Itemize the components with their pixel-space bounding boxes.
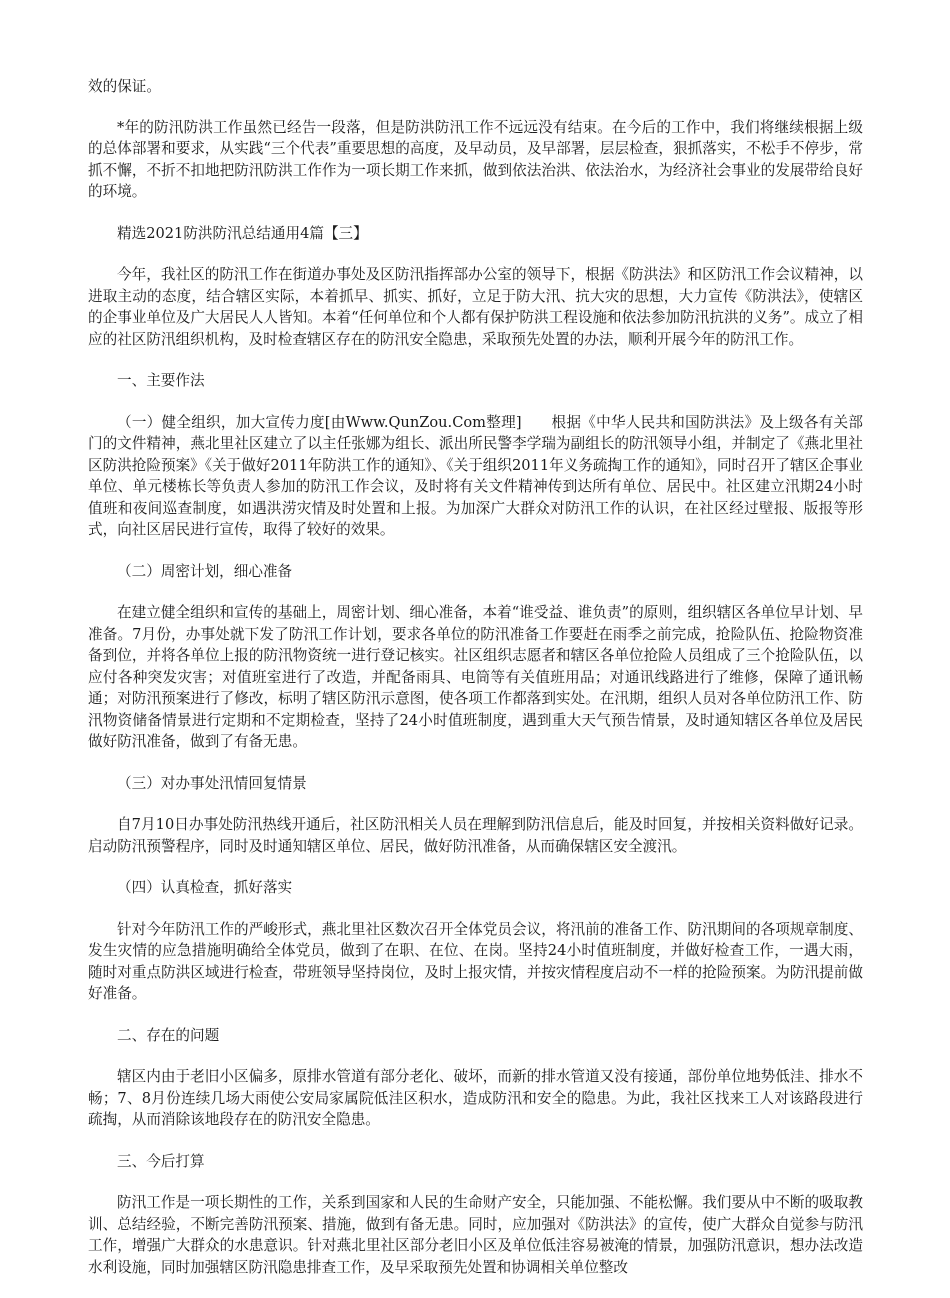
section-title: 精选2021防洪防汛总结通用4篇【三】 xyxy=(117,224,368,242)
document-page xyxy=(88,76,863,1298)
paragraph-future-plans: 防汛工作是一项长期性的工作，关系到国家和人民的生命财产安全，只能加强、不能松懈。我们要从中不断的吸取教训、总结经验，不断完善防汛预案、措施，做到有备无患。同时，应加强对《防洪法》的宣传，使广大群众自觉参与防汛工作，增强广大群众的水患意识。针对燕北里社区部分老旧小区及单位低洼容易被淹的情景，加强防汛意识，想办法改造水利设施，同时加强辖区防汛隐患排查工作，及早采取预先处置和协调相关单位整改 xyxy=(88,1194,863,1276)
paragraph-problems: 辖区内由于老旧小区偏多，原排水管道有部分老化、破坏，而新的排水管道又没有接通，部份单位地势低洼、排水不畅；7、8月份连续几场大雨使公安局家属院低洼区积水，造成防汛和安全的隐患。为此，我社区找来工人对该路段进行疏掏，从而消除该地段存在的防汛安全隐患。 xyxy=(88,1068,863,1128)
paragraph-planning: 在建立健全组织和宣传的基础上，周密计划、细心准备，本着“谁受益、谁负责”的原则，组织辖区各单位早计划、早准备。7月份，办事处就下发了防汛工作计划，要求各单位的防汛准备工作要赶在雨季之前完成，抢险队伍、抢险物资准备到位，并将各单位上报的防汛物资统一进行登记核实。社区组织志愿者和辖区各单位抢险人员组成了三个抢险队伍，以应付各种突发灾害；对值班室进行了改造，并配备雨具、电筒等有关值班用品；对通讯线路进行了维修，保障了通讯畅通；对防汛预案进行了修改，标明了辖区防汛示意图，使各项工作都落到实处。在汛期，组织人员对各单位防汛工作、防汛物资储备情景进行定期和不定期检查，坚持了24小时值班制度，遇到重大天气预告情景，及时通知辖区各单位及居民做好防汛准备，做到了有备无患。 xyxy=(88,604,863,750)
heading-response: （三）对办事处汛情回复情景 xyxy=(117,774,307,792)
heading-future-plans: 三、今后打算 xyxy=(117,1152,205,1170)
heading-planning: （二）周密计划，细心准备 xyxy=(117,562,293,580)
paragraph-organization: （一）健全组织，加大宣传力度[由Www.QunZou.Com整理] 根据《中华人民共和国防洪法》及上级各有关部门的文件精神，燕北里社区建立了以主任张娜为组长、派出所民警李学瑞为副组长的防汛领导小组，并制定了《燕北里社区防洪抢险预案》《关于做好2011年防洪工作的通知》、《关于组织2011年义务疏掏工作的通知》，同时召开了辖区企事业单位、单元楼栋长等负责人参加的防汛工作会议，及时将有关文件精神传到达所有单位、居民中。社区建立汛期24小时值班和夜间巡查制度，如遇洪涝灾情及时处置和上报。为加深广大群众对防汛工作的认识，在社区经过壁报、版报等形式，向社区居民进行宣传，取得了较好的效果。 xyxy=(88,413,863,538)
heading-inspection: （四）认真检查，抓好落实 xyxy=(117,879,293,896)
heading-problems: 二、存在的问题 xyxy=(117,1026,220,1044)
paragraph-inspection: 针对今年防汛工作的严峻形式，燕北里社区数次召开全体党员会议，将汛前的准备工作、防汛期间的各项规章制度、发生灾情的应急措施明确给全体党员，做到了在职、在位、在岗。坚持24小时值班制度，并做好检查工作，一遇大雨，随时对重点防洪区域进行检查，带班领导坚持岗位，及时上报灾情，并按灾情程度启动不一样的抢险预案。为防汛提前做好准备。 xyxy=(88,920,863,1002)
paragraph-continuation: 效的保证。 xyxy=(88,78,161,95)
paragraph-intro: 今年，我社区的防汛工作在街道办事处及区防汛指挥部办公室的领导下，根据《防洪法》和区防汛工作会议精神，以进取主动的态度，结合辖区实际，本着抓早、抓实、抓好，立足于防大汛、抗大灾的思想，大力宣传《防洪法》，使辖区的企事业单位及广大居民人人皆知。本着“任何单位和个人都有保护防洪工程设施和依法参加防汛抗洪的义务”。成立了相应的社区防汛组织机构，及时检查辖区存在的防汛安全隐患，采取预先处置的办法，顺利开展今年的防汛工作。 xyxy=(88,266,863,348)
paragraph-response: 自7月10日办事处防汛热线开通后，社区防汛相关人员在理解到防汛信息后，能及时回复，并按相关资料做好记录。启动防汛预警程序，同时及时通知辖区单位、居民，做好防汛准备，从而确保辖区安全渡汛。 xyxy=(88,816,863,855)
paragraph-summary: *年的防汛防洪工作虽然已经告一段落，但是防洪防汛工作不远远没有结束。在今后的工作中，我们将继续根据上级的总体部署和要求，从实践“三个代表”重要思想的高度，及早动员，及早部署，层层检查，狠抓落实，不松手不停步，常抓不懈，不折不扣地把防汛防洪工作作为一项长期工作来抓，做到依法治洪、依法治水，为经济社会事业的发展带给良好的环境。 xyxy=(88,118,863,200)
heading-main-practices: 一、主要作法 xyxy=(117,372,205,389)
